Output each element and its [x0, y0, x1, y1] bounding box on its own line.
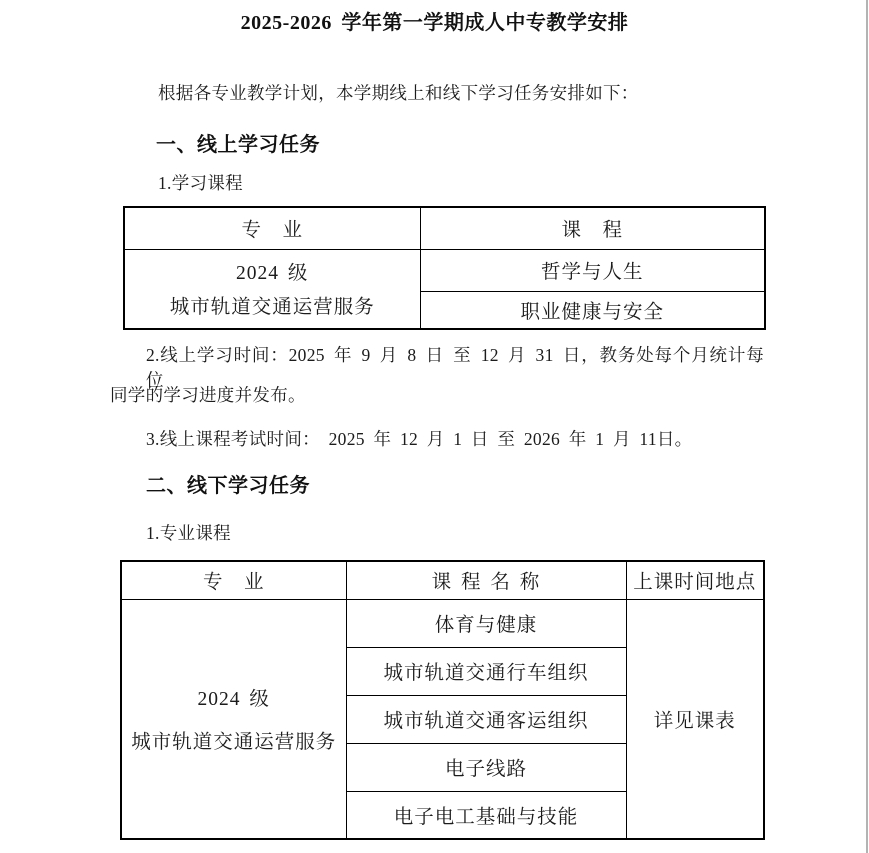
offline-courses-label: 1.专业课程 [146, 523, 231, 543]
table-header-row [121, 561, 764, 599]
course-cell: 电子电工基础与技能 [346, 791, 626, 839]
course-cell: 城市轨道交通客运组织 [346, 695, 626, 743]
major-cell [124, 249, 420, 329]
section-offline-heading: 二、线下学习任务 [146, 475, 310, 497]
header-cell-schedule: 上课时间地点 [626, 561, 764, 599]
page-edge-divider [866, 0, 868, 853]
major-name: 城市轨道交通运营服务 [131, 732, 337, 754]
online-study-time-line2: 同学的学习进度并发布。 [110, 385, 306, 405]
major-grade: 2024 级 [236, 262, 309, 284]
intro-paragraph: 根据各专业教学计划，本学期线上和线下学习任务安排如下： [158, 83, 639, 103]
online-study-time-line1: 2.线上学习时间：2025 年 9 月 8 日 至 12 月 31 日，教务处每个月统计每位 [146, 345, 764, 390]
header-cell-major: 专 业 [121, 561, 346, 599]
course-cell: 城市轨道交通行车组织 [346, 647, 626, 695]
online-course-table [123, 206, 766, 330]
section-online-heading: 一、线上学习任务 [156, 134, 320, 156]
table-row [121, 599, 764, 647]
page-title: 2025-2026 学年第一学期成人中专教学安排 [240, 12, 629, 34]
table-row [124, 249, 765, 291]
major-name: 城市轨道交通运营服务 [169, 296, 375, 318]
course-cell: 职业健康与安全 [420, 291, 765, 329]
header-cell-major: 专 业 [124, 207, 420, 249]
header-cell-course: 课 程 [420, 207, 765, 249]
major-cell [121, 599, 346, 839]
header-cell-course-name: 课 程 名 称 [346, 561, 626, 599]
course-cell: 哲学与人生 [420, 249, 765, 291]
course-cell: 电子线路 [346, 743, 626, 791]
online-courses-label: 1.学习课程 [158, 173, 243, 193]
online-exam-time: 3.线上课程考试时间： 2025 年 12 月 1 日 至 2026 年 1 月 11日。 [146, 429, 693, 449]
major-grade: 2024 级 [197, 689, 270, 711]
offline-course-table [120, 560, 765, 840]
schedule-cell: 详见课表 [626, 599, 764, 839]
table-header-row [124, 207, 765, 249]
course-cell: 体育与健康 [346, 599, 626, 647]
